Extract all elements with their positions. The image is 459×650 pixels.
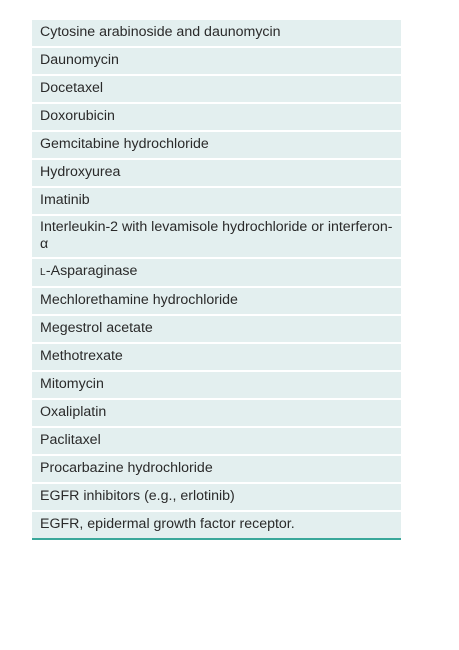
asparaginase-label: -Asparaginase: [45, 263, 138, 279]
table-row: Daunomycin: [32, 48, 401, 76]
table-row: Gemcitabine hydrochloride: [32, 132, 401, 160]
drug-table: [32, 20, 401, 540]
table-row: Paclitaxel: [32, 428, 401, 456]
table-row: EGFR inhibitors (e.g., erlotinib): [32, 484, 401, 512]
table-footnote: EGFR, epidermal growth factor receptor.: [32, 512, 401, 540]
table-row: Interleukin-2 with levamisole hydrochloride or interferon-α: [32, 216, 401, 259]
small-caps-l: L: [40, 267, 46, 278]
table-row: Megestrol acetate: [32, 316, 401, 344]
table-row: Procarbazine hydrochloride: [32, 456, 401, 484]
table-row: Oxaliplatin: [32, 400, 401, 428]
table-row: Mitomycin: [32, 372, 401, 400]
table-row: Methotrexate: [32, 344, 401, 372]
table-row: [32, 259, 401, 288]
table-row: Mechlorethamine hydrochloride: [32, 288, 401, 316]
table-row: Cytosine arabinoside and daunomycin: [32, 20, 401, 48]
table-row: Imatinib: [32, 188, 401, 216]
table-row: Docetaxel: [32, 76, 401, 104]
table-row: Doxorubicin: [32, 104, 401, 132]
table-row: Hydroxyurea: [32, 160, 401, 188]
